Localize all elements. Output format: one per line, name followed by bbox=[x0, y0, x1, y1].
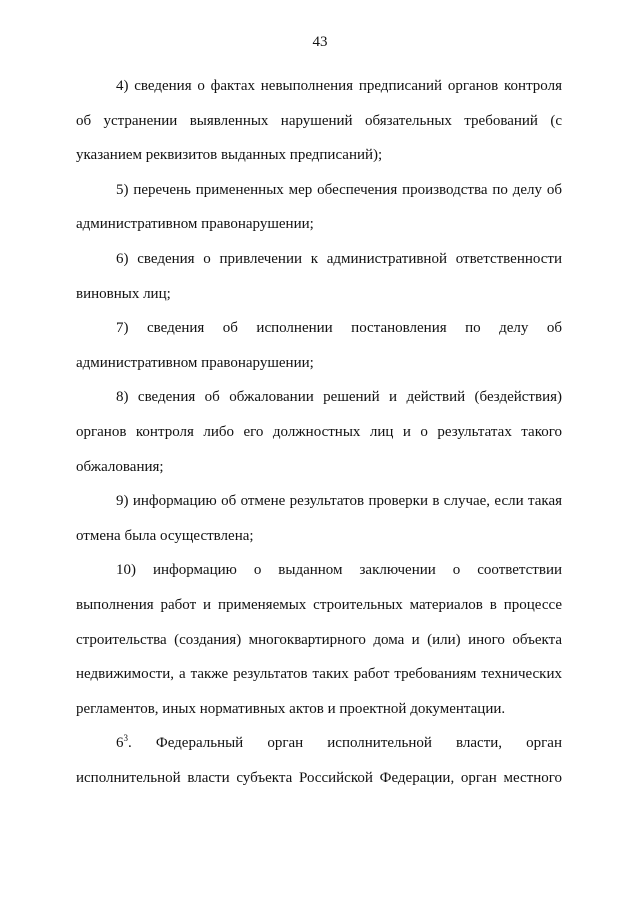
list-item-5: 5) перечень примененных мер обеспечения производства по делу об административном правонарушении; bbox=[76, 181, 562, 233]
list-item-6: 6) сведения о привлечении к административной ответственности виновных лиц; bbox=[76, 250, 562, 302]
section-paragraph bbox=[76, 726, 562, 795]
section-superscript: 3 bbox=[123, 733, 128, 744]
page-number: 43 bbox=[312, 34, 328, 50]
section-number: 6 bbox=[116, 735, 124, 752]
list-item-10: 10) информацию о выданном заключении о соответствии выполнения работ и применяемых строительных материалов в процессе строительства (создания) многоквартирного дома и (или) иного объекта недвижимости, а также результатов таких работ требованиям технических регламентов, иных нормативных актов и проектной документации. bbox=[76, 562, 562, 717]
list-item-4: 4) сведения о фактах невыполнения предписаний органов контроля об устранении выявленных нарушений обязательных требований (с указанием реквизитов выданных предписаний); bbox=[76, 78, 562, 164]
list-item-7: 7) сведения об исполнении постановления по делу об административном правонарушении; bbox=[76, 320, 562, 371]
document-body bbox=[76, 69, 562, 795]
list-item-9: 9) информацию об отмене результатов проверки в случае, если такая отмена была осуществлена; bbox=[76, 493, 562, 544]
section-text: . Федеральный орган исполнительной власти, орган исполнительной власти субъекта Российской Федерации, орган местного bbox=[76, 735, 562, 786]
list-item-8: 8) сведения об обжаловании решений и действий (бездействия) органов контроля либо его должностных лиц и о результатах такого обжалования; bbox=[76, 389, 562, 475]
